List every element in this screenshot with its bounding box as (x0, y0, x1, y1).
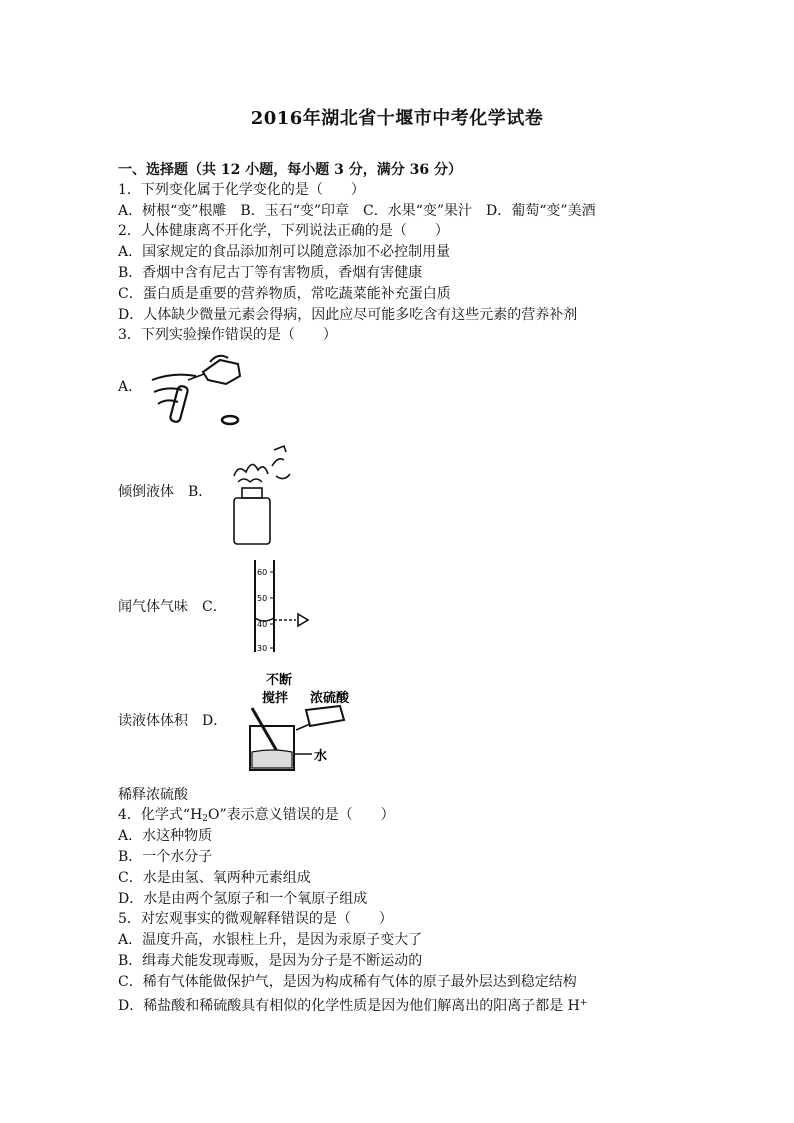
fig-text-stir: 搅拌 (262, 691, 289, 706)
question-5-option-c: C．稀有气体能做保护气，是因为构成稀有气体的原子最外层达到稳定结构 (118, 974, 577, 990)
fig-text-water: 水 (314, 749, 328, 764)
question-2-option-d: D．人体缺少微量元素会得病，因此应尽可能多吃含有这些元素的营养补剂 (118, 307, 578, 323)
question-2-option-a: A．国家规定的食品添加剂可以随意添加不必控制用量 (118, 244, 451, 260)
question-3-label-d: 读液体体积 D． (118, 713, 228, 729)
question-1-options: A．树根“变”根雕 B．玉石“变”印章 C．水果“变”果汁 D．葡萄“变”美酒 (118, 203, 596, 219)
question-3-label-a: A． (118, 379, 143, 395)
question-3-caption-d: 稀释浓硫酸 (118, 787, 188, 803)
tick-label-30: 30 (257, 644, 268, 653)
question-4-option-c: C．水是由氢、氧两种元素组成 (118, 870, 311, 886)
question-4-option-d: D．水是由两个氢原子和一个氧原子组成 (118, 891, 368, 907)
figure-pouring-liquid (148, 350, 248, 430)
question-5-option-a: A．温度升高，水银柱上升，是因为汞原子变大了 (118, 932, 423, 948)
question-2-stem: 2．人体健康离不开化学，下列说法正确的是（ ） (118, 223, 449, 239)
figure-diluting-acid (240, 668, 370, 776)
tick-label-40: 40 (257, 620, 268, 629)
question-3-label-c: 闻气体气味 C． (118, 599, 227, 615)
figure-graduated-cylinder (250, 558, 325, 656)
question-5-option-b: B．缉毒犬能发现毒贩，是因为分子是不断运动的 (118, 953, 423, 969)
question-4-option-b: B．一个水分子 (118, 849, 213, 865)
tick-label-60: 60 (257, 568, 268, 577)
page-title: 2016年湖北省十堰市中考化学试卷 (250, 108, 544, 129)
fig-text-continuous: 不断 (266, 673, 293, 688)
tick-label-50: 50 (257, 594, 268, 603)
question-4-stem: 4．化学式“$H_2O$”表示意义错误的是（ ） (118, 807, 395, 824)
question-2-option-b: B．香烟中含有尼古丁等有害物质，香烟有害健康 (118, 265, 423, 281)
fig-text-conc-acid: 浓硫酸 (310, 691, 350, 706)
question-3-stem: 3．下列实验操作错误的是（ ） (118, 327, 337, 343)
figure-smelling-gas (222, 436, 297, 546)
question-2-option-c: C．蛋白质是重要的营养物质，常吃蔬菜能补充蛋白质 (118, 286, 451, 302)
question-1-stem: 1．下列变化属于化学变化的是（ ） (118, 182, 365, 198)
question-3-label-b: 倾倒液体 B． (118, 484, 213, 500)
question-5-option-d: D．稀盐酸和稀硫酸具有相似的化学性质是因为他们解离出的阳离子都是 H+ (118, 998, 588, 1014)
question-4-option-a: A．水这种物质 (118, 828, 213, 844)
question-5-stem: 5．对宏观事实的微观解释错误的是（ ） (118, 911, 393, 927)
section-heading: 一、选择题（共 12 小题，每小题 3 分，满分 36 分） (118, 162, 462, 178)
